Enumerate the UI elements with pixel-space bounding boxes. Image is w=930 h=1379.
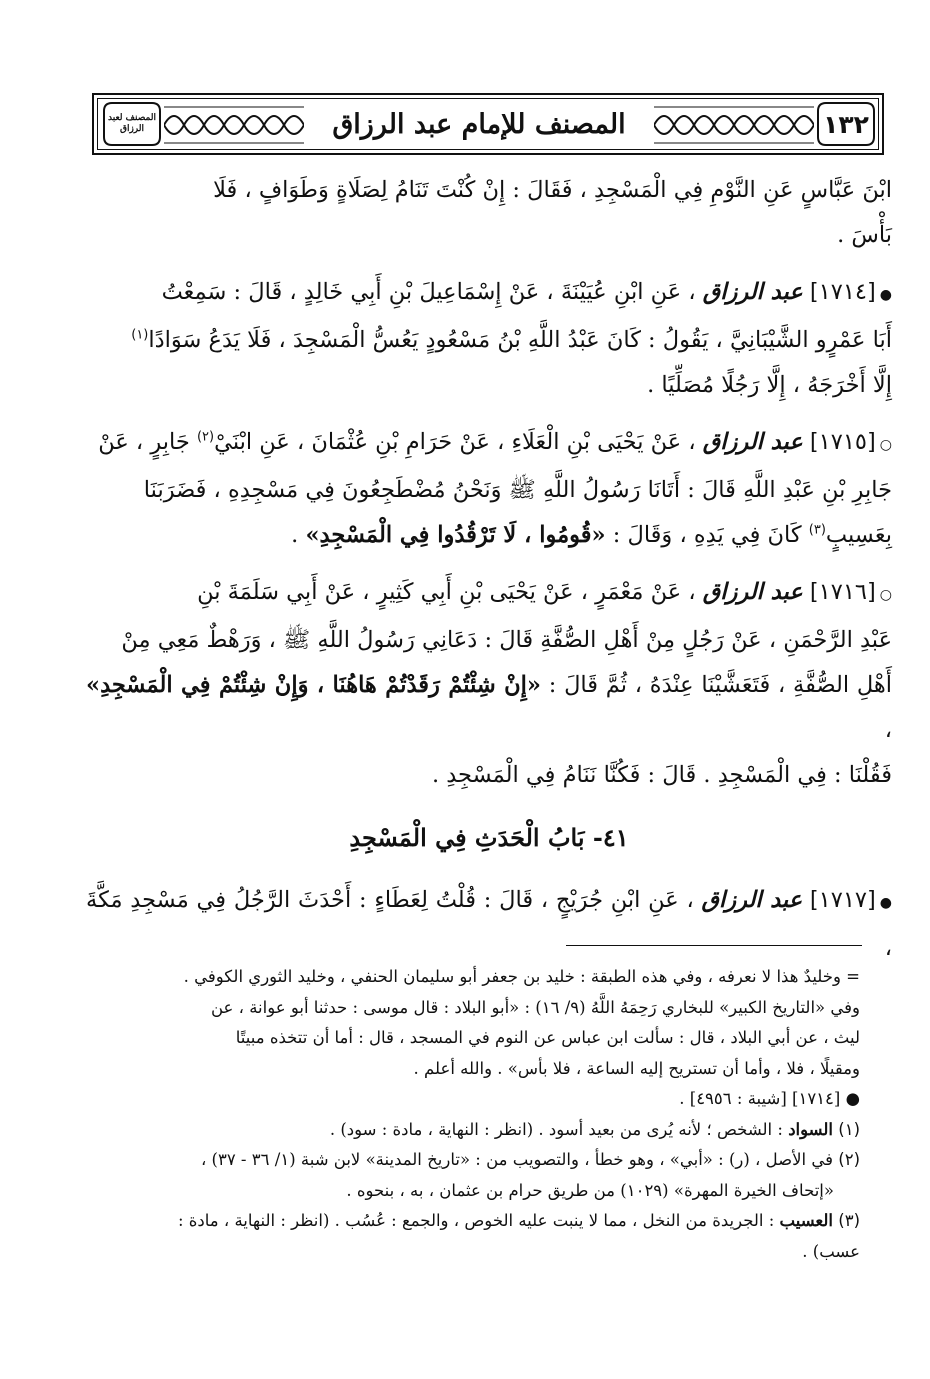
emblem-cartouche-frame [102,101,162,147]
text-span: . [291,522,299,548]
book-emblem [102,101,162,147]
text-span: كَانَ فِي يَدِهِ ، وَقَالَ : [612,522,802,548]
braid-ornament-left [164,103,304,147]
footnote-ref[interactable]: (٢) [196,429,215,445]
hadith-1714-line-2 [86,318,892,363]
footnote-label: (٢) [838,1150,860,1169]
text-span: ، عَنِ ابْنِ جُرَيْجٍ ، قَالَ : قُلْتُ لِعَطَاءٍ : أَحْدَثَ الرَّجُلُ فِي مَسْجِدِ مَكَّةَ ، [86,887,892,961]
narrator-name: عبد الرزاق [701,887,803,913]
footnote-label: (٣) [838,1211,860,1230]
text-span: ، عَنْ يَحْيَى بْنِ الْعَلَاءِ ، عَنْ حَرَامِ بْنِ عُثْمَانَ ، عَنِ ابْنَيْ [214,429,696,455]
source-reference: ● [١٧١٤] [شيبة : ٤٩٥٦] . [679,1089,860,1108]
text-span: أَبَا عَمْرٍو الشَّيْبَانِيَّ ، يَقُولُ : كَانَ عَبْدُ اللَّهِ بْنُ مَسْعُودٍ يَعُسُّ الْمَسْجِدَ ، فَلَا يَدَعُ سَوَادًا [148,327,892,353]
hadith-1715-line-1 [86,420,892,468]
braid-ornament-right [654,103,814,147]
hadith-1716-line-4: فَقُلْنَا : فِي الْمَسْجِدِ . قَالَ : فَكُنَّا نَنَامُ فِي الْمَسْجِدِ . [431,762,892,788]
text-line: ابْنَ عَبَّاسٍ عَنِ النَّوْمِ فِي الْمَسْجِدِ ، فَقَالَ : إِنْ كُنْتَ تَنَامُ لِصَلَاةٍ وَطَوَافٍ ، فَلَا [213,177,892,203]
hadith-number: [١٧١٤] [809,279,876,305]
hadith-1714-line-3: إِلَّا أَخْرَجَهُ ، إِلَّا رَجُلًا مُصَلِّيًا . [647,372,892,398]
book-title: المصنف للإمام عبد الرزاق [332,108,626,140]
chapter-heading: ٤١- بَابُ الْحَدَثِ فِي الْمَسْجِدِ [349,823,629,852]
hadith-marker-icon: ● [879,895,893,911]
hadith-1715-line-2: جَابِرِ بْنِ عَبْدِ اللَّهِ قَالَ : أَتَانَا رَسُولُ اللَّهِ ﷺ وَنَحْنُ مُضْطَجِعُونَ فِي مَسْجِدِهِ ، فَضَرَبَنَا [143,477,892,503]
footnote-text: : الشخص ؛ لأنه يُرى من بعيد أسود . (انظر : النهاية ، مادة : سود) . [329,1119,783,1139]
footnote-text: : الجريدة من النخل ، مما لا ينبت عليه الخوص ، والجمع : عُسُب . (انظر : النهاية ، مادة : [177,1211,775,1230]
page-number: ١٣٢ [823,109,869,139]
footnote-1 [88,1115,860,1146]
footnote-separator [566,945,862,946]
hadith-1717-line-1 [86,878,892,971]
text-span: أَهْلِ الصُّفَّةِ ، فَتَعَشَّيْنَا عِنْدَهُ ، ثُمَّ قَالَ : [548,672,892,698]
prophetic-saying: «قُومُوا ، لَا تَرْقُدُوا فِي الْمَسْجِدِ» [305,522,606,548]
text-span: بِعَسِيبٍ [825,522,892,548]
footnote-term: العسيب [779,1211,833,1230]
narrator-name: عبد الرزاق [702,429,803,455]
hadith-1715-line-3 [86,513,892,558]
hadith-marker-icon: ○ [879,437,892,453]
footnote-label: (١) [838,1119,860,1139]
page-header [92,93,884,155]
footnote-line: وفي «التاريخ الكبير» للبخاري رَحِمَهُ اللَّهُ (٩/ ١٦) : «أبو البلاد : قال موسى : حدثنا أبو عوانة ، عن [210,997,860,1017]
main-text-continued [86,878,892,971]
footnote-3-line-2: عسب) . [802,1241,860,1261]
footnote-line: = وخليدٌ هذا لا نعرفه ، وفي هذه الطبقة : خليد بن جعفر أبو سليمان الحنفي ، وخليد الثوري الكوفي . [183,967,860,986]
footnote-line: ومقيلًا ، فلا ، وأما أن تستريح إليه الساعة ، فلا بأس» . والله أعلم . [413,1058,860,1078]
footnote-term: السواد [788,1119,833,1139]
narrator-name: عبد الرزاق [702,279,803,305]
footnote-line: ليث ، عن أبي البلاد ، قال : سألت ابن عباس عن النوم في المسجد ، قال : أما أن تتخذه مبيتًا [235,1028,860,1047]
footnote-2-line-2: «إتحاف الخيرة المهرة» (١٠٢٩) من طريق حرام بن عثمان ، به ، بنحوه . [346,1180,834,1200]
book-emblem-text: المصنف لعبد الرزاق [108,113,156,134]
hadith-number: [١٧١٥] [809,429,876,455]
prophetic-saying: «إِنْ شِئْتُمْ رَقَدْتُمْ هَاهُنَا ، وَإِنْ شِئْتُمْ فِي الْمَسْجِدِ» [86,672,541,698]
hadith-number: [١٧١٦] [809,579,876,605]
hadith-1716-line-2: عَبْدِ الرَّحْمَنِ ، عَنْ رَجُلٍ مِنْ أَهْلِ الصُّفَّةِ قَالَ : دَعَانِي رَسُولُ اللَّهِ ﷺ ، وَرَهْطٌ مَعِي مِنْ [121,627,892,653]
header-title-box [306,101,652,147]
text-line: بَأْسَ . [837,222,892,248]
footnotes [88,962,860,1267]
footnote-3 [88,1206,860,1237]
hadith-1714-line-1 [86,270,892,318]
hadith-1716-line-1 [86,570,892,618]
narrator-name: عبد الرزاق [702,579,803,605]
footnote-ref[interactable]: (٣) [808,522,826,538]
hadith-marker-icon: ● [879,287,892,303]
page-number-cartouche-frame [816,101,876,147]
hadith-number: [١٧١٧] [809,887,876,913]
main-text [86,168,892,798]
footnote-text: في الأصل ، (ر) : «أبي» ، وهو خطأ ، والتصويب من : «تاريخ المدينة» لابن شبة (١/ ٣٦ - ٣٧) ، [200,1150,833,1169]
hadith-1716-line-3 [86,663,892,753]
footnote-ref[interactable]: (١) [131,327,149,343]
hadith-marker-icon: ○ [879,587,892,603]
text-span: ، [884,717,892,743]
text-span: ، عَنِ ابْنِ عُيَيْنَةَ ، عَنْ إِسْمَاعِيلَ بْنِ أَبِي خَالِدٍ ، قَالَ : سَمِعْتُ [161,279,696,305]
text-span: ، عَنْ مَعْمَرٍ ، عَنْ يَحْيَى بْنِ أَبِي كَثِيرٍ ، عَنْ أَبِي سَلَمَةَ بْنِ [197,579,696,605]
text-span: جَابِرٍ ، عَنْ [98,429,190,455]
footnote-2 [88,1145,860,1176]
